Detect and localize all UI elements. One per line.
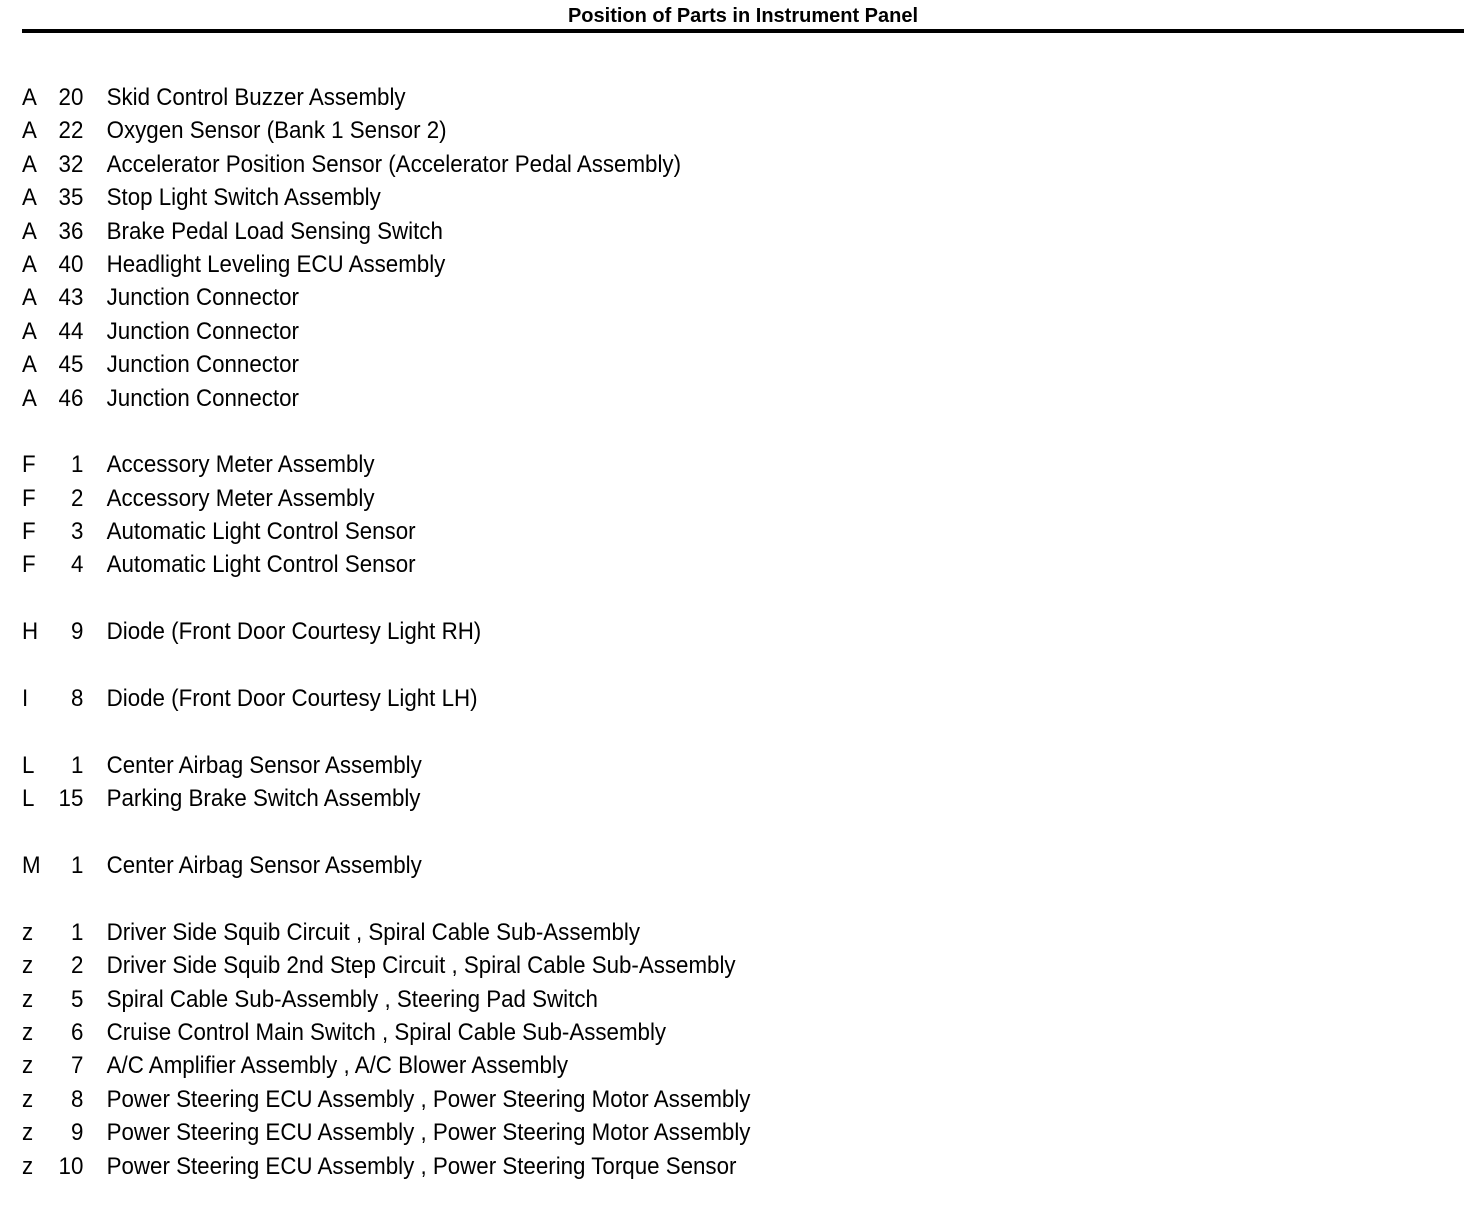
part-row — [22, 983, 1464, 1016]
part-row — [22, 849, 1464, 882]
part-description: Spiral Cable Sub-Assembly , Steering Pad Switch — [106, 985, 598, 1013]
part-connector-number: 46 — [58, 384, 84, 412]
part-connector-code: F — [22, 518, 36, 546]
part-connector-code: A — [22, 84, 37, 111]
part-description: Junction Connector — [106, 284, 299, 312]
part-connector-code: F — [22, 451, 36, 479]
part-description: Junction Connector — [106, 384, 299, 412]
part-connector-code: z — [22, 1018, 34, 1046]
part-connector-code: F — [22, 551, 36, 579]
part-connector-code: A — [22, 351, 37, 379]
part-connector-code: A — [22, 384, 37, 412]
part-row — [22, 548, 1464, 581]
part-description: Skid Control Buzzer Assembly — [106, 84, 406, 111]
part-connector-number: 1 — [70, 451, 84, 479]
part-connector-number: 8 — [70, 685, 84, 713]
part-connector-code: F — [22, 484, 36, 512]
part-connector-code: I — [22, 685, 29, 713]
part-row — [22, 248, 1464, 281]
part-description: Center Airbag Sensor Assembly — [106, 751, 422, 779]
parts-group — [22, 749, 1462, 816]
part-description: Power Steering ECU Assembly , Power Steering Motor Assembly — [106, 1119, 751, 1147]
parts-group — [22, 615, 1462, 648]
part-connector-number: 3 — [70, 518, 84, 546]
part-row — [22, 315, 1464, 348]
part-connector-number: 9 — [70, 1119, 84, 1147]
part-row — [22, 348, 1464, 381]
part-description: Automatic Light Control Sensor — [106, 551, 416, 579]
part-row — [22, 148, 1464, 181]
part-row — [22, 682, 1464, 715]
part-row — [22, 81, 1464, 114]
part-description: Driver Side Squib 2nd Step Circuit , Spiral Cable Sub-Assembly — [106, 952, 736, 980]
part-connector-number: 1 — [70, 918, 84, 946]
part-row — [22, 1083, 1464, 1116]
part-row — [22, 916, 1464, 949]
part-row — [22, 1150, 1464, 1183]
part-description: Automatic Light Control Sensor — [106, 518, 416, 546]
part-row — [22, 749, 1464, 782]
part-connector-number: 10 — [58, 1152, 84, 1180]
part-connector-code: A — [22, 250, 37, 278]
part-row — [22, 482, 1464, 515]
part-connector-code: A — [22, 317, 37, 345]
part-connector-code: L — [22, 785, 35, 813]
part-description: Junction Connector — [106, 351, 299, 379]
part-description: Parking Brake Switch Assembly — [106, 785, 421, 813]
part-connector-code: z — [22, 1119, 34, 1147]
part-description: Accessory Meter Assembly — [106, 451, 375, 479]
part-description: Diode (Front Door Courtesy Light RH) — [106, 618, 482, 646]
part-connector-number: 7 — [70, 1052, 84, 1080]
part-connector-code: A — [22, 117, 37, 145]
part-row — [22, 949, 1464, 982]
part-connector-number: 1 — [70, 751, 84, 779]
part-row — [22, 382, 1464, 415]
part-connector-number: 5 — [70, 985, 84, 1013]
title-divider — [22, 29, 1464, 33]
part-row — [22, 782, 1464, 815]
part-row — [22, 615, 1464, 648]
part-connector-number: 9 — [70, 618, 84, 646]
part-connector-number: 4 — [70, 551, 84, 579]
part-row — [22, 1016, 1464, 1049]
part-description: Junction Connector — [106, 317, 299, 345]
part-connector-number: 40 — [58, 250, 84, 278]
part-description: Diode (Front Door Courtesy Light LH) — [106, 685, 478, 713]
part-connector-code: z — [22, 985, 34, 1013]
part-connector-code: z — [22, 918, 34, 946]
part-connector-code: A — [22, 217, 37, 245]
part-connector-code: z — [22, 1152, 34, 1180]
part-connector-code: M — [22, 851, 41, 879]
part-description: Cruise Control Main Switch , Spiral Cable Sub-Assembly — [106, 1018, 667, 1046]
part-connector-number: 36 — [58, 217, 84, 245]
part-connector-code: H — [22, 618, 39, 646]
part-connector-number: 45 — [58, 351, 84, 379]
part-description: Center Airbag Sensor Assembly — [106, 851, 422, 879]
part-connector-number: 32 — [58, 150, 84, 178]
part-connector-code: z — [22, 1052, 34, 1080]
parts-list — [22, 81, 1462, 1216]
part-row — [22, 114, 1464, 147]
part-description: Headlight Leveling ECU Assembly — [106, 250, 446, 278]
part-description: Oxygen Sensor (Bank 1 Sensor 2) — [106, 117, 447, 145]
parts-group — [22, 81, 1462, 415]
part-row — [22, 181, 1464, 214]
parts-group — [22, 682, 1462, 715]
part-connector-number: 6 — [70, 1018, 84, 1046]
part-description: Brake Pedal Load Sensing Switch — [106, 217, 443, 245]
part-connector-code: L — [22, 751, 35, 779]
part-connector-number: 44 — [58, 317, 84, 345]
part-row — [22, 515, 1464, 548]
part-description: Accelerator Position Sensor (Accelerator Pedal Assembly) — [106, 150, 682, 178]
part-row — [22, 1116, 1464, 1149]
page-title: Position of Parts in Instrument Panel — [567, 5, 919, 27]
part-description: Stop Light Switch Assembly — [106, 184, 381, 212]
part-connector-number: 22 — [58, 117, 84, 145]
part-description: Accessory Meter Assembly — [106, 484, 375, 512]
parts-group — [22, 448, 1462, 582]
part-description: Power Steering ECU Assembly , Power Steering Motor Assembly — [106, 1085, 751, 1113]
part-connector-code: A — [22, 284, 37, 312]
part-connector-number: 1 — [70, 851, 84, 879]
parts-group — [22, 916, 1462, 1183]
part-connector-number: 35 — [58, 184, 84, 212]
part-description: Power Steering ECU Assembly , Power Steering Torque Sensor — [106, 1152, 737, 1180]
part-row — [22, 448, 1464, 481]
part-connector-number: 2 — [70, 484, 84, 512]
part-description: Driver Side Squib Circuit , Spiral Cable Sub-Assembly — [106, 918, 641, 946]
part-row — [22, 1049, 1464, 1082]
part-connector-code: A — [22, 150, 37, 178]
part-row — [22, 215, 1464, 248]
part-connector-code: z — [22, 1085, 34, 1113]
parts-group — [22, 849, 1462, 882]
part-connector-number: 8 — [70, 1085, 84, 1113]
part-connector-number: 43 — [58, 284, 84, 312]
part-connector-code: A — [22, 184, 37, 212]
part-connector-number: 2 — [70, 952, 84, 980]
part-connector-number: 15 — [58, 785, 84, 813]
part-description: A/C Amplifier Assembly , A/C Blower Assembly — [106, 1052, 569, 1080]
part-connector-number: 20 — [58, 84, 84, 111]
part-row — [22, 281, 1464, 314]
part-connector-code: z — [22, 952, 34, 980]
